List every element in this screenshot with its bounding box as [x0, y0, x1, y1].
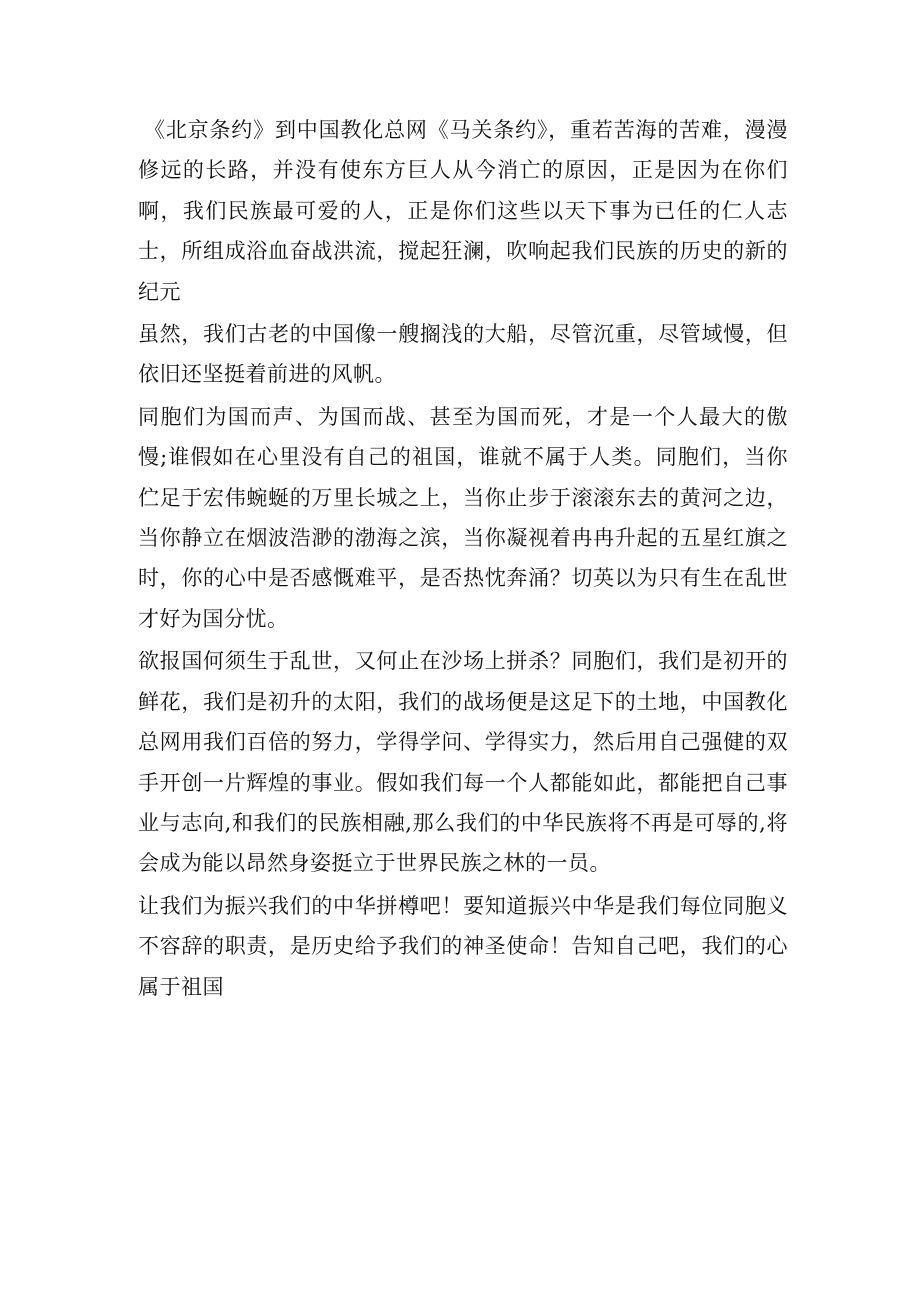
paragraph-4: 欲报国何须生于乱世，又何止在沙场上拼杀？同胞们，我们是初开的鲜花，我们是初升的太阳，我们的战场便是这足下的土地，中国教化总网用我们百倍的努力，学得学问、学得实力，然后用自己强健的双手开创一片辉煌的事业。假如我们每一个人都能如此，都能把自己事业与志向,和我们的民族相融,那么我们的中华民族将不再是可辱的,将会成为能以昂然身姿挺立于世界民族之林的一员。: [138, 649, 788, 876]
paragraph-2: 虽然，我们古老的中国像一艘搁浅的大船，尽管沉重，尽管域慢，但依旧还坚挺着前进的风帆。: [138, 322, 788, 387]
document-body: [138, 110, 788, 1009]
paragraph-3: 同胞们为国而声、为国而战、甚至为国而死，才是一个人最大的傲慢;谁假如在心里没有自己的祖国，谁就不属于人类。同胞们，当你伫足于宏伟蜿蜒的万里长城之上，当你止步于滚滚东去的黄河之边，当你静立在烟波浩渺的渤海之滨，当你凝视着冉冉升起的五星红旗之时，你的心中是否感慨难平，是否热忱奔涌？切英以为只有生在乱世才好为国分忧。: [138, 404, 788, 631]
paragraph-5: 让我们为振兴我们的中华拼樽吧！要知道振兴中华是我们每位同胞义不容辞的职责，是历史给予我们的神圣使命！告知自己吧，我们的心属于祖国: [138, 893, 788, 999]
paragraph-1: 《北京条约》到中国教化总网《马关条约》，重若苦海的苦难，漫漫修远的长路，并没有使东方巨人从今消亡的原因，正是因为在你们啊，我们民族最可爱的人，正是你们这些以天下事为已任的仁人志士，所组成浴血奋战洪流，搅起狂澜，吹响起我们民族的历史的新的纪元: [138, 118, 788, 304]
